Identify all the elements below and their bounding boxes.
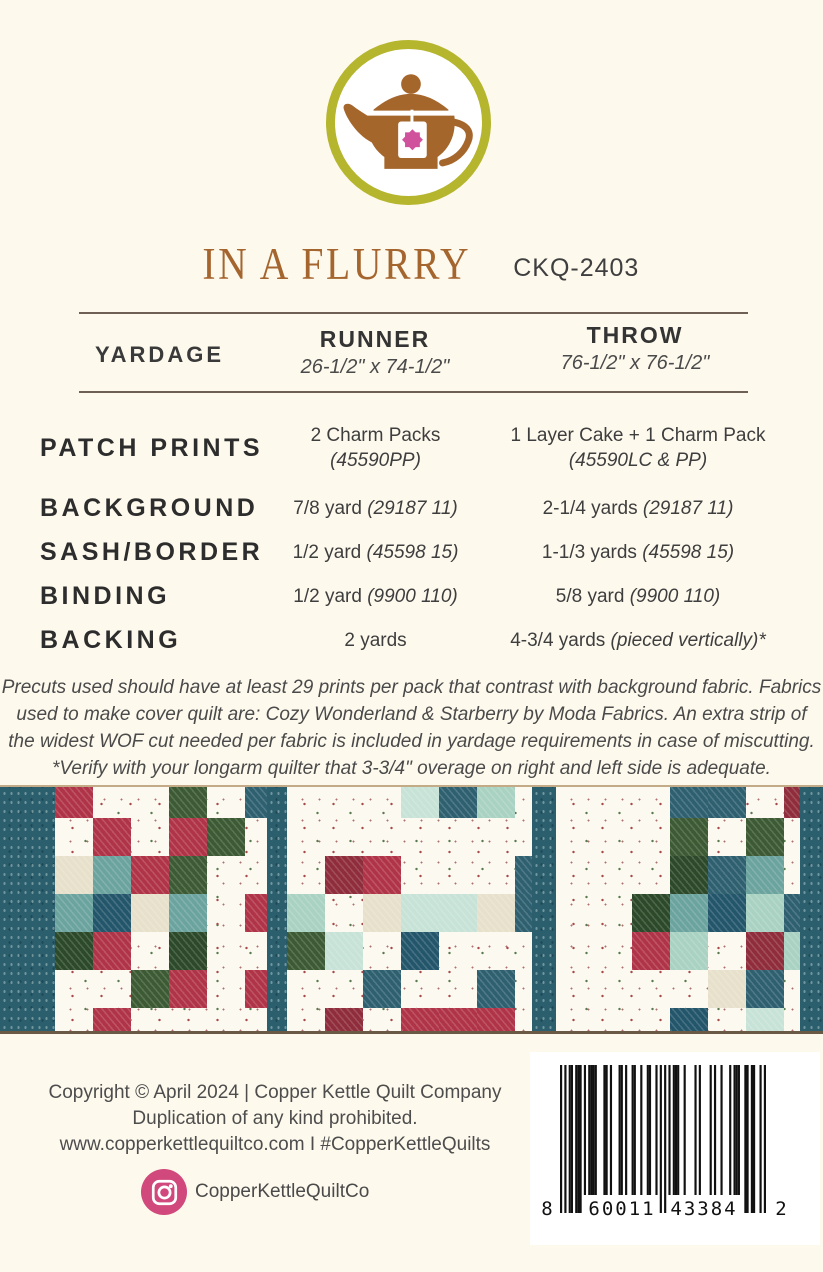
quilt-patch (746, 894, 784, 932)
throw-cell (473, 574, 803, 618)
quilt-patch (169, 787, 207, 818)
row-label: SASH/BORDER (40, 537, 264, 566)
quilt-patch (93, 856, 131, 894)
quilt-patch (670, 932, 708, 970)
row-label: BACKING (40, 625, 182, 654)
quilt-patch (363, 932, 401, 970)
quilt-patch (439, 787, 477, 818)
quilt-patch (207, 856, 245, 894)
quilt-sashing-strip (267, 787, 287, 1031)
quilt-patch (477, 894, 515, 932)
quilt-patch (131, 818, 169, 856)
quilt-photo (0, 785, 823, 1034)
quilt-patch (594, 932, 632, 970)
yardage-amount: 5/8 yard (9900 110) (555, 585, 721, 607)
throw-cell (473, 486, 803, 530)
quilt-border-strip (0, 787, 55, 1031)
teapot-icon (340, 70, 478, 175)
yardage-amount: 4-3/4 yards (pieced vertically)* (510, 629, 766, 651)
quilt-patch (477, 970, 515, 1008)
quilt-patch (477, 932, 515, 970)
quilt-patch (594, 1008, 632, 1031)
yardage-table-body (0, 396, 823, 662)
yardage-header-label: YARDAGE (95, 342, 224, 367)
quilt-patch (207, 818, 245, 856)
quilt-patch (55, 970, 93, 1008)
runner-column-name: RUNNER (319, 326, 431, 352)
quilt-patch (363, 856, 401, 894)
copyright-line: www.copperkettlequiltco.com I #CopperKettleQuilts (59, 1134, 491, 1155)
quilt-patch (169, 1008, 207, 1031)
runner-cell (268, 618, 483, 662)
yardage-amount: 2 Charm Packs (310, 425, 441, 446)
quilt-patch (55, 856, 93, 894)
row-label: BACKGROUND (40, 493, 259, 522)
quilt-patch (363, 894, 401, 932)
yardage-row-background (0, 486, 823, 530)
quilt-patch (439, 932, 477, 970)
quilt-patch (93, 970, 131, 1008)
quilt-patch (55, 932, 93, 970)
quilt-patch (169, 818, 207, 856)
table-rule-top (79, 312, 748, 314)
quilt-patch (556, 787, 594, 818)
quilt-patch (784, 894, 800, 932)
quilt-patch (515, 787, 532, 818)
quilt-patch (401, 787, 439, 818)
quilt-patch (556, 932, 594, 970)
quilt-patch (55, 818, 93, 856)
quilt-patch (594, 970, 632, 1008)
runner-cell (268, 410, 483, 486)
yardage-row-binding (0, 574, 823, 618)
quilt-patch (401, 932, 439, 970)
quilt-patch (594, 856, 632, 894)
quilt-patch (594, 894, 632, 932)
quilt-block (55, 787, 267, 1031)
quilt-patch (325, 1008, 363, 1031)
quilt-patch (93, 1008, 131, 1031)
quilt-patch (245, 787, 267, 818)
quilt-patch (207, 932, 245, 970)
quilt-patch (55, 1008, 93, 1031)
instagram-icon (141, 1169, 187, 1215)
yardage-amount: 1/2 yard (45598 15) (292, 541, 459, 563)
quilt-patch (515, 856, 532, 894)
quilt-patch (477, 818, 515, 856)
table-rule-bottom (79, 391, 748, 393)
quilt-patch (325, 932, 363, 970)
quilt-block (287, 787, 532, 1031)
quilt-patch (439, 856, 477, 894)
quilt-patch (287, 1008, 325, 1031)
quilt-patch (55, 787, 93, 818)
quilt-patch (746, 856, 784, 894)
quilt-patch (169, 970, 207, 1008)
throw-cell (473, 618, 803, 662)
barcode-bars (560, 1065, 766, 1218)
barcode (530, 1052, 820, 1245)
runner-column-size: 26-1/2" x 74-1/2" (300, 356, 450, 378)
throw-cell (473, 410, 803, 486)
quilt-patch (287, 932, 325, 970)
quilt-patch (670, 856, 708, 894)
page-title: IN A FLURRY (201, 239, 471, 289)
quilt-patch (439, 970, 477, 1008)
quilt-patch (708, 1008, 746, 1031)
quilt-patch (363, 970, 401, 1008)
quilt-patch (784, 787, 800, 818)
quilt-patch (245, 970, 267, 1008)
quilt-patch (784, 970, 800, 1008)
quilt-sashing-strip (532, 787, 556, 1031)
fabric-sku: (45598 15) (366, 541, 459, 563)
quilt-patch (401, 970, 439, 1008)
quilt-patch (169, 856, 207, 894)
quilt-patch (556, 1008, 594, 1031)
yardage-amount: 2-1/4 yards (29187 11) (542, 497, 734, 519)
quilt-patch (363, 818, 401, 856)
quilt-patch (746, 818, 784, 856)
copyright-block (25, 1080, 525, 1158)
quilt-patch (708, 856, 746, 894)
quilt-patch (746, 1008, 784, 1031)
quilt-patch (325, 970, 363, 1008)
yardage-amount: 1/2 yard (9900 110) (293, 585, 458, 607)
runner-cell (268, 530, 483, 574)
quilt-patch (632, 787, 670, 818)
yardage-row-backing (0, 618, 823, 662)
quilt-patch (93, 894, 131, 932)
quilt-patch (632, 894, 670, 932)
quilt-patch (131, 894, 169, 932)
quilt-patch (169, 894, 207, 932)
quilt-patch (594, 787, 632, 818)
quilt-patch (439, 1008, 477, 1031)
quilt-patch (708, 970, 746, 1008)
barcode-digit-group: 43384 (670, 1198, 738, 1220)
quilt-patch (93, 787, 131, 818)
fabric-sku: (45598 15) (642, 541, 735, 563)
quilt-patch (207, 1008, 245, 1031)
barcode-digit-group: 2 (775, 1198, 789, 1220)
quilt-patch (439, 818, 477, 856)
quilt-patch (784, 818, 800, 856)
quilt-patch (746, 970, 784, 1008)
throw-cell (473, 530, 803, 574)
quilt-patch (325, 894, 363, 932)
quilt-patch (670, 787, 708, 818)
fabric-sku: (45590LC & PP) (568, 450, 708, 471)
title-row (0, 238, 823, 290)
quilt-patch (746, 787, 784, 818)
precut-notes (0, 674, 823, 782)
quilt-patch (325, 856, 363, 894)
quilt-patch (556, 894, 594, 932)
throw-column-name: THROW (586, 322, 684, 348)
fabric-sku: (29187 11) (642, 497, 734, 519)
quilt-patch (245, 1008, 267, 1031)
quilt-patch (325, 818, 363, 856)
quilt-patch (401, 894, 439, 932)
pattern-code: CKQ-2403 (513, 254, 640, 282)
quilt-patch (287, 856, 325, 894)
quilt-patch (708, 787, 746, 818)
quilt-patch (632, 856, 670, 894)
quilt-patch (245, 894, 267, 932)
quilt-patch (556, 856, 594, 894)
quilt-patch (93, 932, 131, 970)
teapot-logo (326, 40, 491, 205)
fabric-sku: (45590PP) (330, 450, 421, 471)
quilt-patch (245, 818, 267, 856)
quilt-patch (477, 856, 515, 894)
yardage-row-sash-border (0, 530, 823, 574)
quilt-patch (632, 1008, 670, 1031)
yardage-amount: 1 Layer Cake + 1 Charm Pack (510, 425, 766, 446)
yardage-amount: 7/8 yard (29187 11) (293, 497, 458, 519)
quilt-patch (708, 932, 746, 970)
notes-line: Precuts used should have at least 29 prints per pack that contrast with background fabric. Fabrics (1, 677, 822, 698)
quilt-patch (401, 818, 439, 856)
quilt-patch (287, 970, 325, 1008)
notes-line: used to make cover quilt are: Cozy Wonderland & Starberry by Moda Fabrics. An extra strip of (16, 704, 807, 725)
quilt-patch (670, 1008, 708, 1031)
yardage-amount: 2 yards (344, 629, 407, 651)
quilt-patch (131, 1008, 169, 1031)
fabric-sku: (9900 110) (629, 585, 721, 607)
quilt-patch (131, 932, 169, 970)
quilt-patch (670, 894, 708, 932)
quilt-patch (287, 894, 325, 932)
quilt-patch (784, 932, 800, 970)
quilt-border-strip (800, 787, 823, 1031)
quilt-patch (632, 818, 670, 856)
quilt-patch (556, 970, 594, 1008)
fabric-sku: (29187 11) (367, 497, 458, 519)
quilt-patch (477, 787, 515, 818)
fabric-sku: (pieced vertically)* (610, 629, 766, 651)
quilt-patch (169, 932, 207, 970)
quilt-patch (556, 818, 594, 856)
quilt-patch (363, 1008, 401, 1031)
quilt-patch (670, 970, 708, 1008)
quilt-patch (207, 894, 245, 932)
yardage-amount: 1-1/3 yards (45598 15) (541, 541, 735, 563)
throw-column-size: 76-1/2" x 76-1/2" (560, 352, 710, 374)
quilt-patch (784, 1008, 800, 1031)
fabric-sku: (9900 110) (367, 585, 458, 607)
notes-line: *Verify with your longarm quilter that 3-3/4" overage on right and left side is adequate. (52, 758, 771, 779)
instagram-row (141, 1169, 369, 1215)
quilt-patch (207, 970, 245, 1008)
quilt-patch (93, 818, 131, 856)
quilt-patch (632, 970, 670, 1008)
runner-cell (268, 574, 483, 618)
row-label: PATCH PRINTS (40, 433, 264, 462)
quilt-patch (401, 856, 439, 894)
quilt-patch (632, 932, 670, 970)
quilt-patch (708, 894, 746, 932)
quilt-patch (287, 787, 325, 818)
quilt-patch (245, 932, 267, 970)
barcode-digit-group: 8 (541, 1198, 555, 1220)
quilt-patch (131, 970, 169, 1008)
quilt-patch (515, 894, 532, 932)
quilt-patch (515, 932, 532, 970)
quilt-patch (746, 932, 784, 970)
quilt-patch (477, 1008, 515, 1031)
copyright-line: Copyright © April 2024 | Copper Kettle Quilt Company (48, 1082, 502, 1103)
row-label: BINDING (40, 581, 171, 610)
quilt-patch (55, 894, 93, 932)
quilt-patch (670, 818, 708, 856)
quilt-block (556, 787, 800, 1031)
quilt-patch (708, 818, 746, 856)
quilt-patch (439, 894, 477, 932)
copyright-line: Duplication of any kind prohibited. (132, 1108, 418, 1129)
instagram-handle: CopperKettleQuiltCo (195, 1181, 370, 1202)
yardage-row-patch-prints (0, 410, 823, 486)
quilt-patch (325, 787, 363, 818)
quilt-patch (131, 787, 169, 818)
quilt-patch (363, 787, 401, 818)
quilt-patch (287, 818, 325, 856)
quilt-patch (784, 856, 800, 894)
quilt-patch (515, 1008, 532, 1031)
quilt-patch (515, 970, 532, 1008)
column-header-runner (270, 326, 480, 379)
quilt-patch (207, 787, 245, 818)
barcode-digit-group: 60011 (588, 1198, 656, 1220)
quilt-patch (131, 856, 169, 894)
notes-line: the widest WOF cut needed per fabric is included in yardage requirements in case of miscutting. (8, 731, 815, 752)
quilt-patch (401, 1008, 439, 1031)
quilt-patch (594, 818, 632, 856)
quilt-patch (245, 856, 267, 894)
quilt-patch (515, 818, 532, 856)
runner-cell (268, 486, 483, 530)
column-header-throw (480, 322, 790, 375)
